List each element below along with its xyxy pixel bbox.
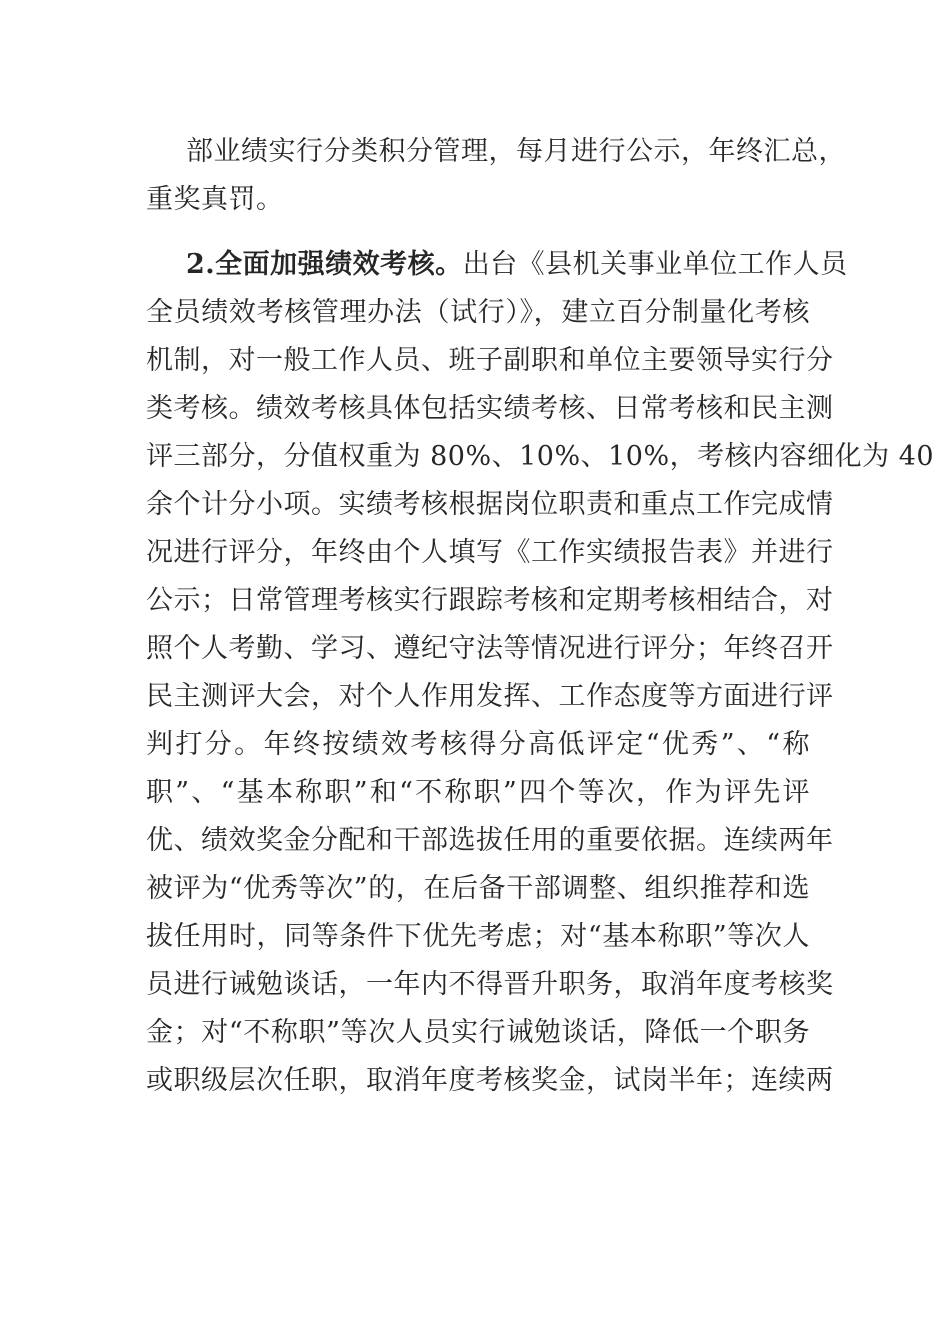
paragraph-continuation [146, 128, 846, 224]
paragraph-line: 余个计分小项。实绩考核根据岗位职责和重点工作完成情 [146, 489, 834, 520]
paragraph-line: 判打分。年终按绩效考核得分高低评定“优秀”、“称 [146, 729, 810, 760]
paragraph-first-line [146, 241, 848, 289]
paragraph-line: 重奖真罚。 [146, 184, 284, 215]
paragraph-line: 金；对“不称职”等次人员实行诫勉谈话，降低一个职务 [146, 1017, 810, 1048]
paragraph-line: 优、绩效奖金分配和干部选拔任用的重要依据。连续两年 [146, 825, 834, 856]
paragraph-line: 部业绩实行分类积分管理，每月进行公示，年终汇总， [186, 136, 846, 167]
paragraph-performance-assessment [146, 241, 935, 1105]
paragraph-line: 员进行诫勉谈话，一年内不得晋升职务，取消年度考核奖 [146, 969, 834, 1000]
paragraph-line: 评三部分，分值权重为 80%、10%、10%，考核内容细化为 40 [146, 441, 935, 472]
paragraph-line: 全员绩效考核管理办法（试行）》，建立百分制量化考核 [146, 297, 810, 328]
paragraph-line: 拔任用时，同等条件下优先考虑；对“基本称职”等次人 [146, 921, 810, 952]
section-heading: 2.全面加强绩效考核。 [186, 249, 463, 280]
paragraph-line: 民主测评大会，对个人作用发挥、工作态度等方面进行评 [146, 681, 834, 712]
paragraph-line: 况进行评分，年终由个人填写《工作实绩报告表》并进行 [146, 537, 834, 568]
paragraph-line: 公示；日常管理考核实行跟踪考核和定期考核相结合，对 [146, 585, 834, 616]
paragraph-line: 被评为“优秀等次”的，在后备干部调整、组织推荐和选 [146, 873, 810, 904]
paragraph-text: 出台《县机关事业单位工作人员 [462, 249, 848, 280]
paragraph-line: 或职级层次任职，取消年度考核奖金，试岗半年；连续两 [146, 1065, 834, 1096]
paragraph-line: 职”、“基本称职”和“不称职”四个等次，作为评先评 [146, 777, 810, 808]
paragraph-line: 类考核。绩效考核具体包括实绩考核、日常考核和民主测 [146, 393, 834, 424]
paragraph-line: 照个人考勤、学习、遵纪守法等情况进行评分；年终召开 [146, 633, 834, 664]
paragraph-line: 机制，对一般工作人员、班子副职和单位主要领导实行分 [146, 345, 834, 376]
